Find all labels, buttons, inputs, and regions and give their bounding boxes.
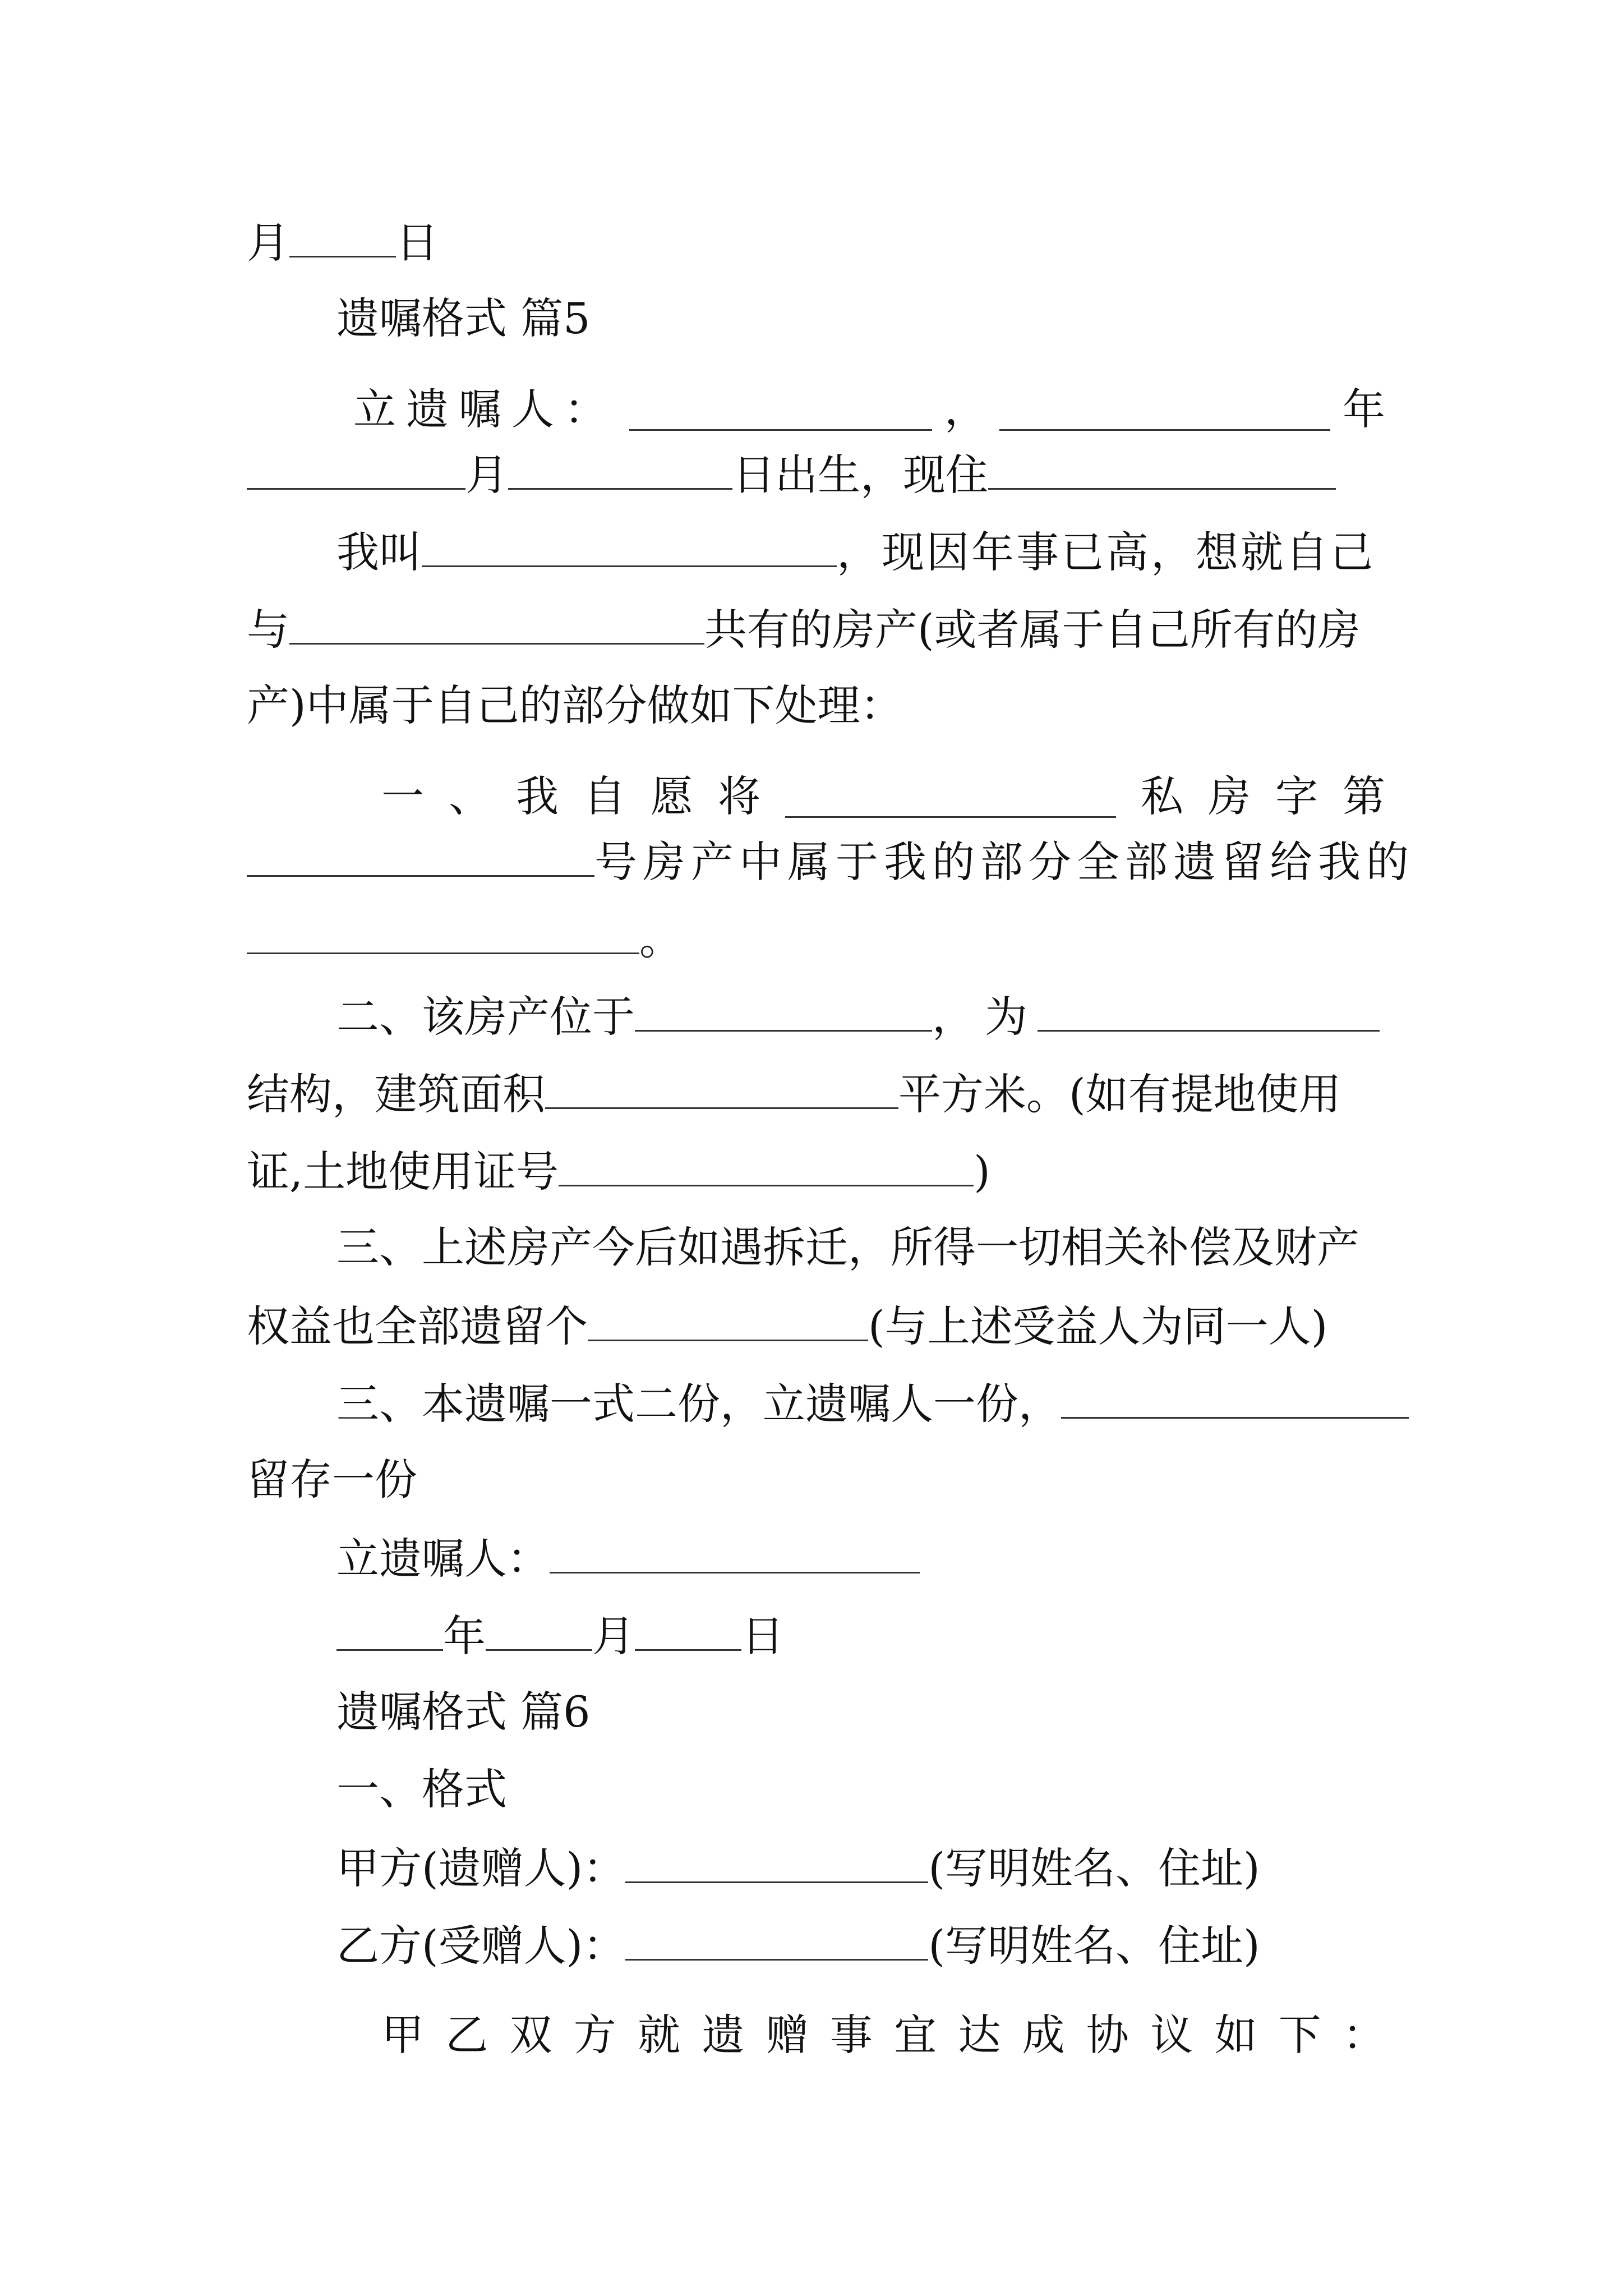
char: 第 (1343, 771, 1385, 821)
testator-line (353, 375, 1385, 434)
with-label: 与 (247, 605, 289, 655)
clause-three-line: 三、上述房产今后如遇拆迁，所得一切相关补偿及财产 (336, 1222, 1359, 1272)
char: 议 (1150, 2010, 1193, 2060)
section-heading-5: 遗嘱格式 篇5 (336, 293, 591, 343)
keep-copy-line: 留存一份 (247, 1455, 417, 1504)
blank-field (999, 393, 1330, 431)
char: 一 (381, 771, 424, 821)
blank-field (289, 220, 396, 257)
sign-date-line (336, 1613, 1475, 1669)
char: 下 (1278, 2010, 1321, 2060)
house-number-line (247, 837, 1414, 895)
char: 甲 (381, 2010, 424, 2060)
char: 、 (449, 771, 491, 821)
blank-field (545, 1071, 898, 1109)
blank-field (486, 1613, 592, 1651)
day-label: 日 (396, 218, 439, 268)
party-a-label: 甲方(遗赠人)： (336, 1843, 626, 1893)
party-b-note: (写明姓名、住址) (928, 1921, 1260, 1971)
land-cert-line (247, 1149, 1385, 1205)
testator-label: 立遗嘱人： (353, 384, 617, 434)
blank-field (625, 1846, 928, 1883)
area-label: 结构，建筑面积 (247, 1069, 545, 1119)
char: 我 (516, 771, 559, 821)
beneficiary-line (247, 914, 1385, 973)
blank-field (247, 917, 639, 954)
blank-field (336, 1613, 443, 1651)
blank-field (635, 1613, 741, 1651)
char: 就 (638, 2010, 681, 2060)
rights-line (247, 1301, 1385, 1360)
copies-line (336, 1381, 1385, 1437)
structure-label: ，为 (932, 992, 1038, 1042)
birth-address-label: 日出生，现住 (732, 450, 988, 500)
blank-field (629, 393, 932, 431)
party-a-line (336, 1843, 1475, 1902)
char: 协 (1086, 2010, 1129, 2060)
blank-field (247, 839, 594, 877)
blank-field (247, 452, 465, 490)
paren-close: ) (974, 1147, 990, 1197)
blank-field (635, 994, 932, 1032)
char: 达 (958, 2010, 1001, 2060)
format-heading: 一、格式 (336, 1764, 507, 1814)
year-label: 年 (443, 1611, 486, 1661)
section-heading-6: 遗嘱格式 篇6 (336, 1687, 591, 1737)
party-b-line (336, 1923, 1475, 1979)
blank-field (988, 452, 1336, 490)
agreement-line (381, 2000, 1385, 2060)
period-text: 。 (639, 914, 682, 964)
char: 乙 (445, 2010, 488, 2060)
blank-field (588, 1304, 868, 1341)
char: 赠 (766, 2010, 809, 2060)
char: 愿 (651, 771, 693, 821)
disposal-line: 产)中属于自己的部分做如下处理： (247, 680, 903, 730)
char: 遗 (702, 2010, 745, 2060)
comma-text: ， (944, 384, 987, 434)
blank-field (550, 1536, 920, 1573)
bequest-text: 号房产中属于我的部分全部遗留给我的 (594, 837, 1414, 887)
char: 房 (1208, 771, 1251, 821)
char: 成 (1022, 2010, 1065, 2060)
char: 方 (573, 2010, 616, 2060)
birth-line (247, 452, 1385, 508)
blank-field (289, 607, 704, 645)
copies-text: 三、本遗嘱一式二份，立遗嘱人一份， (336, 1379, 1061, 1429)
area-line (247, 1071, 1385, 1128)
coowned-text: 共有的房产(或者属于自己所有的房 (704, 605, 1361, 655)
rights-label: 权益也全部遗留个 (247, 1301, 588, 1351)
day-label: 日 (741, 1611, 784, 1661)
party-b-label: 乙方(受赠人)： (336, 1921, 626, 1971)
name-line (336, 527, 1385, 586)
location-label: 二、该房产位于 (336, 992, 635, 1042)
char: 字 (1275, 771, 1318, 821)
month-label: 月 (592, 1611, 635, 1661)
char: 双 (509, 2010, 552, 2060)
coowned-line (247, 607, 1385, 663)
name-line-text: ，现因年事已高，想就自己 (837, 527, 1375, 577)
char: 将 (718, 771, 760, 821)
char: 自 (583, 771, 626, 821)
area-unit-text: 平方米。(如有提地使用 (898, 1069, 1341, 1119)
char: 私 (1141, 771, 1183, 821)
char: 宜 (894, 2010, 937, 2060)
blank-field (508, 452, 732, 490)
name-label: 我叫 (336, 527, 422, 577)
clause-one-line (381, 762, 1385, 821)
month-label: 月 (465, 450, 508, 500)
blank-field (1038, 994, 1380, 1032)
blank-field (625, 1923, 928, 1961)
char: 事 (829, 2010, 873, 2060)
same-person-note: (与上述受益人为同一人) (868, 1301, 1328, 1351)
testator-sign-label: 立遗嘱人： (336, 1534, 550, 1584)
year-label: 年 (1343, 384, 1385, 434)
signature-line (336, 1536, 1475, 1592)
blank-field (422, 530, 837, 567)
month-label: 月 (247, 218, 289, 268)
land-cert-label: 证,土地使用证号 (247, 1147, 559, 1197)
blank-field (559, 1149, 974, 1186)
char: ： (1342, 2010, 1385, 2060)
clause-two-line (336, 994, 1385, 1050)
date-line-top (247, 220, 1385, 276)
char: 如 (1214, 2010, 1257, 2060)
party-a-note: (写明姓名、住址) (928, 1843, 1260, 1893)
blank-field (1061, 1381, 1409, 1419)
blank-field (785, 780, 1116, 818)
